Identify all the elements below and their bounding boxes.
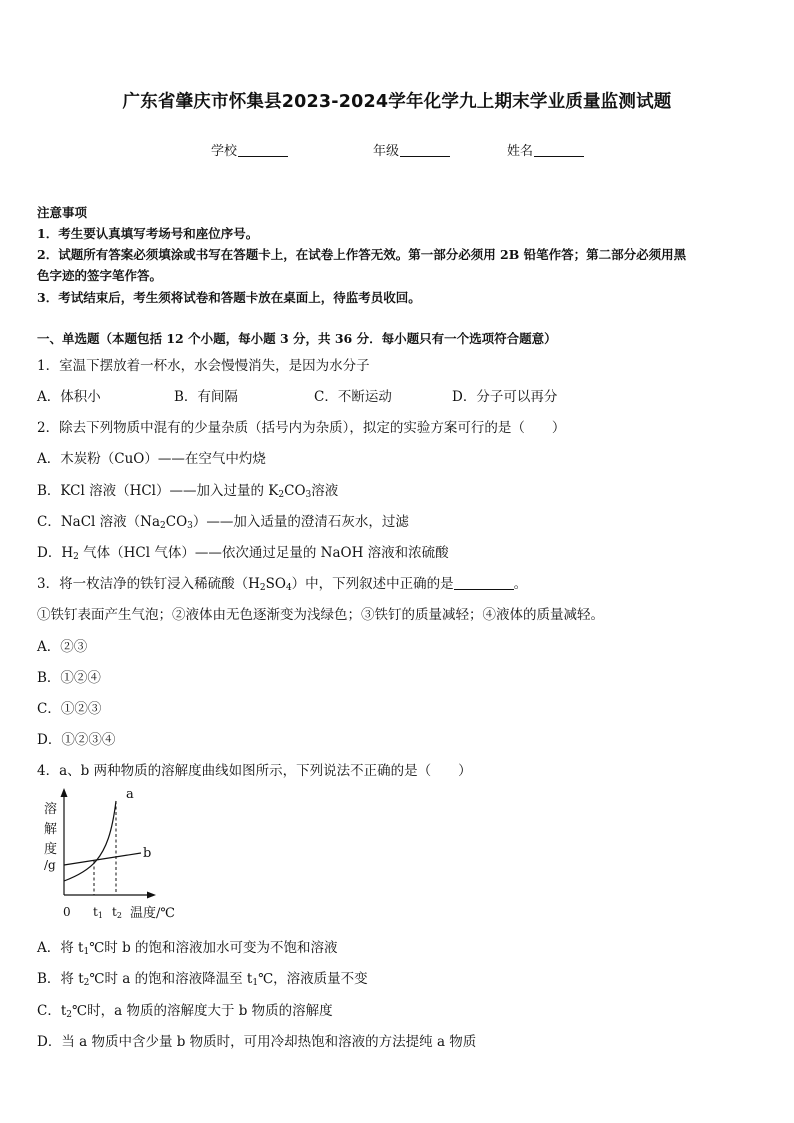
curve-b (64, 853, 141, 865)
y-label-1: 溶 (44, 802, 58, 817)
curve-b-label: b (143, 846, 152, 861)
origin-label: 0 (63, 905, 71, 919)
notes-line-3: 3．考试结束后，考生须将试卷和答题卡放在桌面上，待监考员收回。 (37, 290, 421, 305)
q1-option-d: D．分子可以再分 (452, 389, 558, 405)
school-blank (238, 143, 288, 157)
question-1-stem: 1．室温下摆放着一杯水，水会慢慢消失，是因为水分子 (37, 358, 370, 374)
page-title: 广东省肇庆市怀集县2023-2024学年化学九上期末学业质量监测试题 (122, 92, 672, 112)
q3-option-b: B．①②④ (37, 670, 101, 686)
notes-line-2a: 2．试题所有答案必须填涂或书写在答题卡上，在试卷上作答无效。第一部分必须用 2B 铅笔作答；第二部分必须用黑 (37, 247, 687, 262)
solubility-graph (30, 783, 200, 928)
name-blank (534, 143, 584, 157)
q2-option-c: C．NaCl 溶液$(Na_2CO_3)——$加入适量的澄清石灰水，过滤 (37, 514, 409, 531)
y-label-3: 度 (44, 842, 58, 857)
school-field (211, 140, 288, 159)
q4-option-c: C．$t_2℃$时，a 物质的溶解度大于 b 物质的溶解度 (37, 1003, 333, 1020)
y-label-2: 解 (44, 822, 58, 837)
q2-option-a: A．木炭粉（CuO）——在空气中灼烧 (37, 451, 266, 467)
q1-option-b: B．有间隔 (174, 389, 238, 405)
y-label-4: /g (44, 858, 56, 872)
q4-option-a: A．将 $t_1℃$时 b 的饱和溶液加水可变为不饱和溶液 (37, 940, 338, 957)
q3-statements: ①铁钉表面产生气泡；②液体由无色逐渐变为浅绿色；③铁钉的质量减轻；④液体的质量减轻。 (37, 607, 604, 623)
name-field (507, 140, 584, 159)
name-label: 姓名 (507, 144, 534, 159)
q3-option-d: D．①②③④ (37, 732, 116, 748)
q1-option-c: C．不断运动 (314, 389, 392, 405)
x-axis-arrow (147, 892, 156, 899)
question-2-stem: 2．除去下列物质中混有的少量杂质（括号内为杂质），拟定的实验方案可行的是（ ） (37, 420, 566, 436)
notes-heading: 注意事项 (37, 205, 88, 220)
grade-label: 年级 (373, 144, 400, 159)
q3-option-a: A．②③ (37, 639, 88, 655)
section-heading: 一、单选题（本题包括 12 个小题，每小题 3 分，共 36 分．每小题只有一个选项符合题意） (37, 331, 557, 346)
t1-label: t1 (93, 905, 103, 920)
q2-option-d: D．$H_2$ 气体（HCl 气体）——依次通过足量的 NaOH 溶液和浓硫酸 (37, 545, 449, 562)
grade-blank (400, 143, 450, 157)
x-axis-label: 温度/℃ (130, 906, 175, 921)
q4-option-d: D．当 a 物质中含少量 b 物质时，可用冷却热饱和溶液的方法提纯 a 物质 (37, 1034, 477, 1050)
question-4-stem: 4．a、b 两种物质的溶解度曲线如图所示，下列说法不正确的是（ ） (37, 763, 472, 779)
q4-option-b: B．将 $t_2℃$时 a 的饱和溶液降温至 $t_1℃$，溶液质量不变 (37, 971, 368, 988)
curve-a (64, 801, 116, 881)
curve-a-label: a (126, 787, 134, 802)
answer-blank (454, 576, 514, 590)
notes-line-1: 1．考生要认真填写考场号和座位序号。 (37, 226, 259, 241)
school-label: 学校 (211, 144, 238, 159)
question-3-stem: 3．将一枚洁净的铁钉浸入稀硫酸$(H_2SO_4)$中，下列叙述中正确的是 。 (37, 576, 528, 593)
q3-option-c: C．①②③ (37, 701, 102, 717)
q2-option-b: B．KCl 溶液（HCl）——加入过量的 $K_2CO_3$溶液 (37, 483, 339, 500)
y-axis-arrow (61, 788, 68, 797)
notes-line-2b: 色字迹的签字笔作答。 (37, 268, 163, 283)
q1-option-a: A．体积小 (37, 389, 101, 405)
t2-label: t2 (112, 905, 122, 920)
grade-field (373, 140, 450, 159)
